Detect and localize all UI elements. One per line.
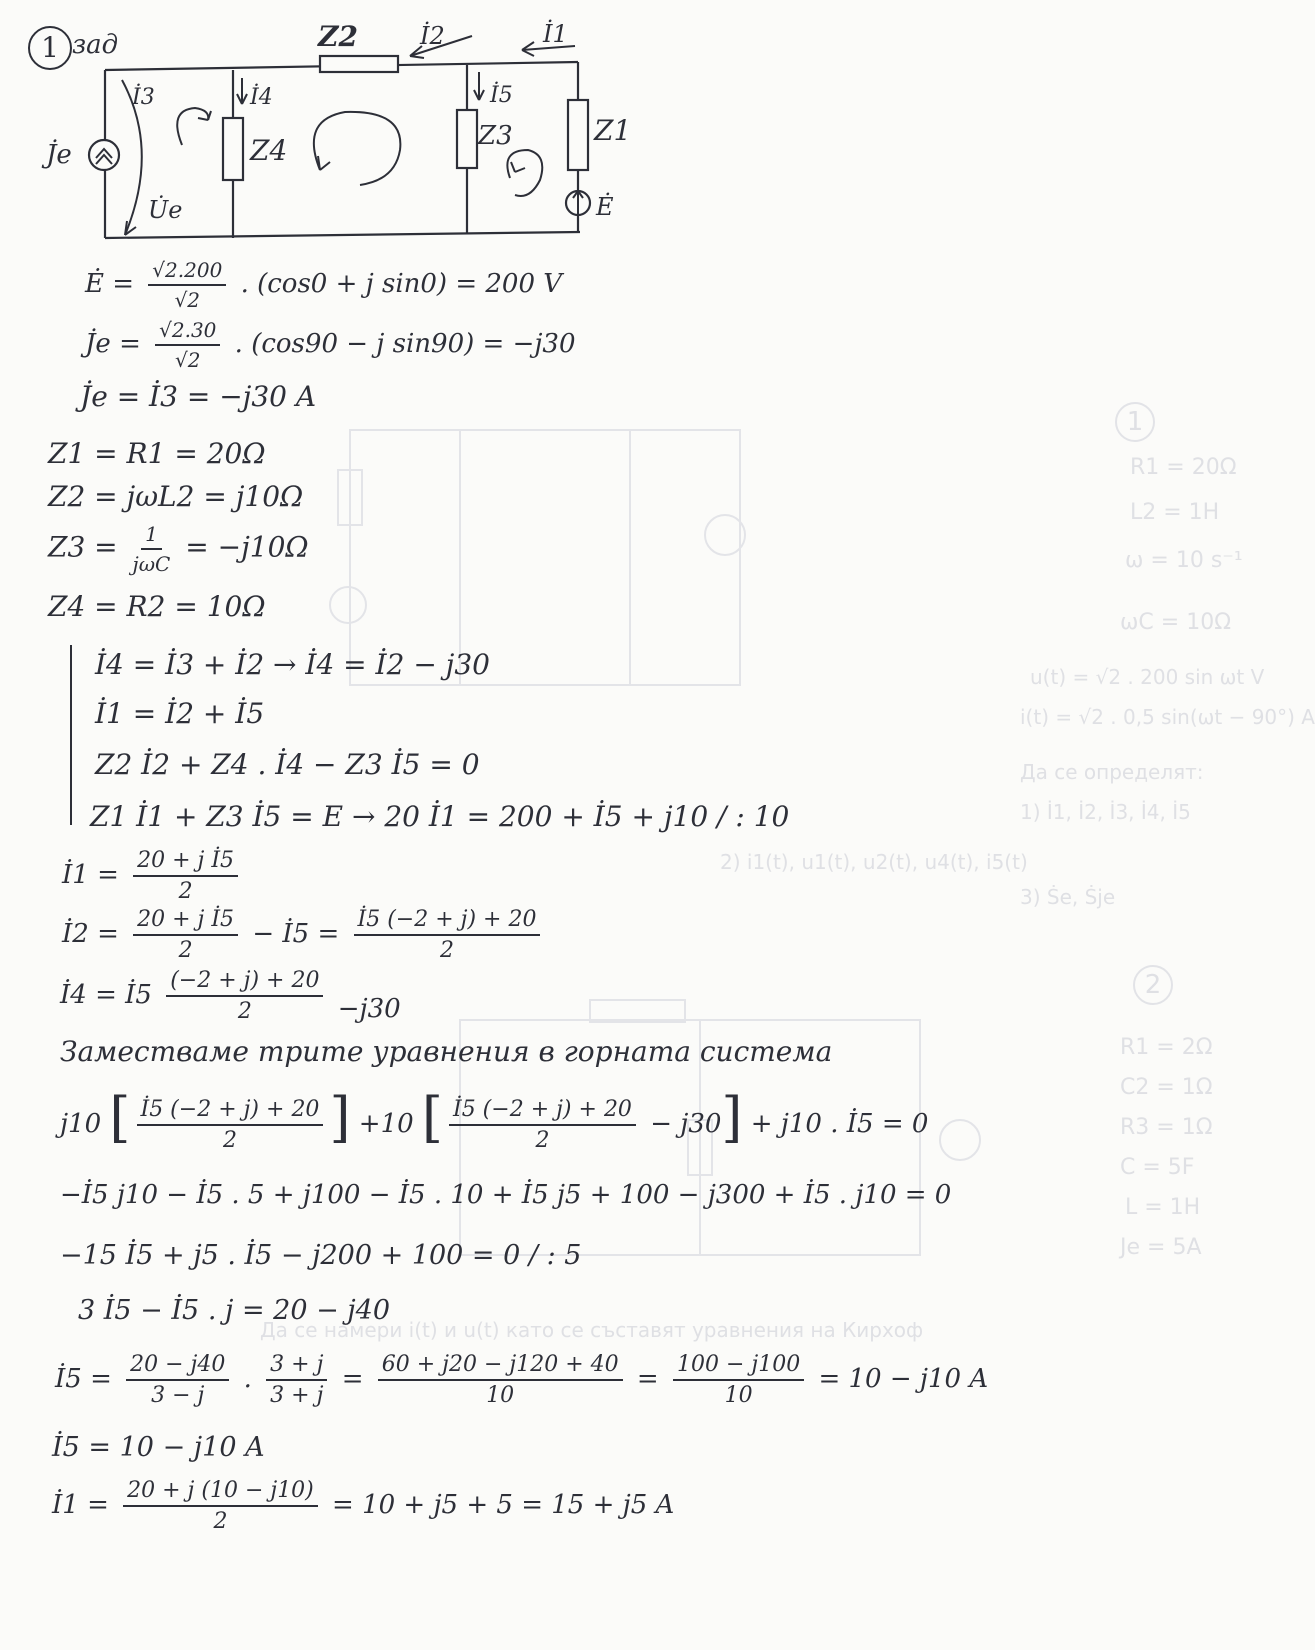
i1f-rhs: = 10 + j5 + 5 = 15 + j5 A: [332, 1490, 675, 1520]
ghost-text: 2) i1(t), u1(t), u2(t), u4(t), i5(t): [720, 850, 1028, 874]
i5-n1: 20 − j40: [126, 1352, 229, 1381]
i2-mid: − İ5 =: [252, 919, 340, 949]
je-equals-i3: J̇e = İ3 = −j30 A: [80, 380, 317, 413]
task-label: зад: [72, 30, 119, 60]
i1-expression: [62, 848, 244, 904]
ghost-text: R1 = 2Ω: [1120, 1035, 1213, 1060]
i1f-num: 20 + j (10 − j10): [123, 1478, 318, 1507]
i4-label: İ4: [250, 85, 273, 110]
ghost-text: L = 1H: [1125, 1195, 1201, 1220]
big-d: + j10 . İ5 = 0: [750, 1109, 929, 1139]
i2-num: 20 + j İ5: [133, 907, 238, 936]
substitution-equation: j10 [ $\frac{İ5 (-2 + j) + 20}{2}$ ] +10 [ $\frac{İ5 (-2 + j) + 20}{2}$ − j30] + j10 . İ5 = 0: [60, 1086, 929, 1153]
ghost-text: Je = 5A: [1120, 1235, 1202, 1260]
expansion-line-1: −İ5 j10 − İ5 . 5 + j100 − İ5 . 10 + İ5 j5 + 100 − j300 + İ5 . j10 = 0: [60, 1180, 952, 1210]
voltage-source-icon: [566, 191, 590, 215]
ghost-text: 3) Ṡe, Ṡje: [1020, 885, 1116, 909]
i5-lhs: İ5 =: [55, 1364, 112, 1394]
ghost-text: R1 = 20Ω: [1130, 455, 1237, 480]
i1-den: 2: [178, 879, 193, 904]
i5-d4: 10: [724, 1383, 753, 1408]
i2-label: İ2: [420, 22, 445, 50]
z1-resistor: [568, 100, 588, 170]
loop-arrow-icon: [314, 112, 401, 185]
ghost-text: C = 5F: [1120, 1155, 1195, 1180]
i5-label: İ5: [490, 83, 513, 108]
z3-rhs: = −j10Ω: [185, 530, 309, 564]
expansion-line-3: 3 İ5 − İ5 . j = 20 − j40: [78, 1295, 391, 1326]
big-den: 2: [222, 1128, 237, 1153]
z4-label: Z4: [250, 134, 288, 167]
i2-num2: İ5 (−2 + j) + 20: [354, 907, 541, 936]
ghost-text: ωC = 10Ω: [1120, 610, 1232, 635]
je-def-den: √2: [175, 348, 201, 372]
ghost-text: Да се намери i(t) и u(t) като се съставят уравнения на Кирхоф: [260, 1318, 924, 1342]
i1f-den: 2: [213, 1509, 228, 1534]
i2-expression: [62, 907, 546, 963]
big-a: j10: [60, 1109, 102, 1139]
z3-resistor: [457, 110, 477, 168]
i5-n3: 60 + j20 − j120 + 40: [378, 1352, 623, 1381]
je-definition: [85, 318, 576, 372]
i5-d3: 10: [486, 1383, 515, 1408]
system-eq-3: Z2 İ2 + Z4 . İ4 − Z3 İ5 = 0: [95, 748, 480, 781]
z3-label: Z3: [478, 121, 513, 151]
loop-arrow-icon: [177, 108, 208, 145]
i2-den2: 2: [439, 938, 454, 963]
i2-den: 2: [178, 938, 193, 963]
i4-expression: [60, 968, 401, 1024]
e-definition: [85, 258, 562, 312]
i4-lhs: İ4 = İ5: [60, 980, 152, 1010]
i1-label: İ1: [543, 20, 568, 48]
z1-equation: Z1 = R1 = 20Ω: [48, 437, 266, 470]
substitute-sentence: Заместваме трите уравнения в горната система: [60, 1035, 833, 1068]
z4-resistor: [223, 118, 243, 180]
ghost-text: i(t) = √2 . 0,5 sin(ωt − 90°) A: [1020, 705, 1315, 729]
big-b: +10: [358, 1109, 414, 1139]
ghost-text: L2 = 1H: [1130, 500, 1220, 525]
z3-den: jωC: [132, 552, 171, 576]
ghost-number: 1: [1115, 402, 1155, 442]
ue-label: U̇e: [148, 196, 183, 224]
ghost-text: Да се определят:: [1020, 760, 1204, 784]
e-def-den: √2: [174, 288, 201, 312]
i1-final: [52, 1478, 674, 1534]
i5-final: İ5 = 10 − j10 A: [52, 1432, 265, 1463]
z4-equation: Z4 = R2 = 10Ω: [48, 590, 266, 623]
i5-result: = 10 − j10 A: [818, 1364, 989, 1394]
i5-computation: İ5 = $\frac{20 - j40}{3 - j}$ . $\frac{3 + j}{3 + j}$ = $\frac{60 + j20 - j120 + 40}{10}$ = $\frac{100 - j100}{10}$ = 10 − j10 A: [55, 1352, 989, 1408]
e-def-lhs: Ė =: [85, 269, 135, 299]
z3-num: 1: [141, 522, 162, 550]
z1-label: Z1: [594, 114, 632, 147]
e-def-rhs: . (cos0 + j sin0) = 200 V: [240, 269, 563, 299]
z2-label: Z2: [318, 20, 358, 53]
e-def-num: √2.200: [148, 258, 226, 286]
ghost-text: R3 = 1Ω: [1120, 1115, 1213, 1140]
system-eq-1: İ4 = İ3 + İ2 → İ4 = İ2 − j30: [95, 648, 490, 681]
je-def-num: √2.30: [155, 318, 220, 346]
i5-n2: 3 + j: [266, 1352, 327, 1381]
big-num2: İ5 (−2 + j) + 20: [449, 1097, 636, 1126]
current-source-icon: [89, 140, 119, 170]
je-label: J̇e: [46, 140, 72, 170]
ghost-text: u(t) = √2 . 200 sin ωt V: [1030, 665, 1265, 689]
i4-den: 2: [237, 999, 252, 1024]
i1f-lhs: İ1 =: [52, 1490, 109, 1520]
ghost-text: 1) İ1, İ2, İ3, İ4, İ5: [1020, 800, 1191, 824]
big-den2: 2: [535, 1128, 550, 1153]
system-eq-2: İ1 = İ2 + İ5: [95, 697, 265, 730]
ghost-number: 2: [1133, 965, 1173, 1005]
i4-rhs: −j30: [337, 994, 401, 1024]
z2-equation: Z2 = jωL2 = j10Ω: [48, 480, 304, 513]
i1-lhs: İ1 =: [62, 860, 119, 890]
loop-arrow-icon: [507, 150, 542, 196]
system-eq-4: Z1 İ1 + Z3 İ5 = E → 20 İ1 = 200 + İ5 + j10 / : 10: [90, 800, 790, 833]
i5-n4: 100 − j100: [673, 1352, 804, 1381]
system-brace: [70, 645, 72, 825]
big-c: − j30: [650, 1109, 722, 1139]
circuit-diagram: [0, 0, 700, 260]
z3-lhs: Z3 =: [48, 530, 118, 564]
i2-lhs: İ2 =: [62, 919, 119, 949]
z2-resistor: [320, 56, 398, 72]
je-def-lhs: J̇e =: [85, 329, 141, 359]
ghost-text: C2 = 1Ω: [1120, 1075, 1213, 1100]
ghost-text: ω = 10 s⁻¹: [1125, 548, 1243, 573]
i5-d1: 3 − j: [151, 1383, 205, 1408]
e-label: Ė: [596, 193, 614, 221]
big-num: İ5 (−2 + j) + 20: [137, 1097, 324, 1126]
expansion-line-2: −15 İ5 + j5 . İ5 − j200 + 100 = 0 / : 5: [60, 1240, 582, 1271]
i4-num: (−2 + j) + 20: [166, 968, 323, 997]
z3-equation: [48, 522, 309, 576]
je-def-rhs: . (cos90 − j sin90) = −j30: [234, 329, 576, 359]
i3-label: İ3: [132, 85, 155, 110]
i1-num: 20 + j İ5: [133, 848, 238, 877]
task-number: 1: [28, 26, 72, 70]
i5-d2: 3 + j: [270, 1383, 324, 1408]
